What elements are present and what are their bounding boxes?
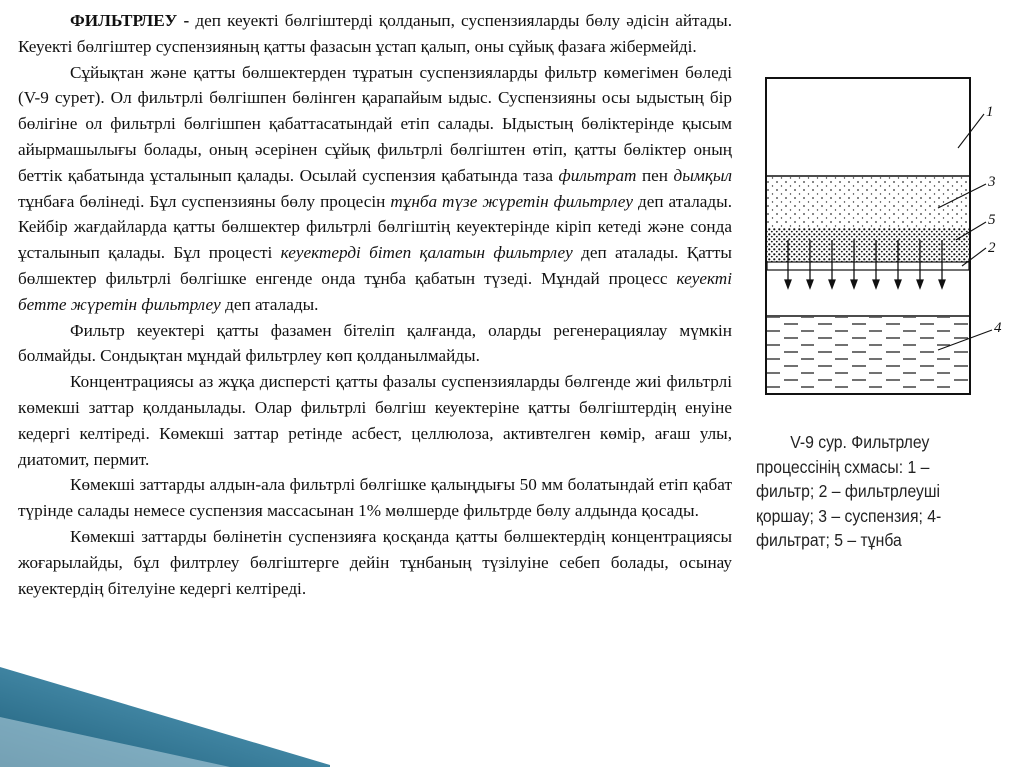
paragraph-process: Сұйықтан және қатты бөлшектерден тұратын суспензияларды фильтр көмегімен бөледі (V-9 сурет). Ол фильтрлі бөлгішпен бөлінген қарапайым ыдыс. Суспензияны осы ыдыстың бір бөлігіне ол фильтрлі бөлгішпен қабаттасатындай етіп салады. Ыдыстың бөліктерінде қысым айырмашылығы болады, оның әсерінен сұйық фильтрлі бөлгіштен өтіп, қатты бөліктер оның беттік қабатында ұсталынып қалады. Осылай суспензия қабатында таза фильтрат пен дымқыл тұнбаға бөлінеді. Бұл суспензияны бөлу процесін тұнба түзе жүретін фильтрлеу деп аталады. Кейбір жағдайларда қатты бөлшектер фильтрлі бөлгіштің кеуектерінде кіріп кетеді және сонда ұсталынып қалады. Бұл процесті кеуектерді бітеп қалатын фильтрлеу деп аталады. Қатты бөлшектер фильтрлі бөлгішке енгенде онда тұнба қабатын түзеді. Мұндай процесс кеуекті бетте жүретін фильтрлеу деп аталады. [18,62,732,314]
filtration-diagram [748,68,1008,408]
filtrate-layer [767,317,969,393]
term-filtrleu: ФИЛЬТРЛЕУ - [70,11,190,30]
figure-caption [756,430,981,553]
cake-layer [767,228,969,262]
paragraph-definition: ФИЛЬТРЛЕУ - деп кеуекті бөлгіштерді қолданып, суспензияларды бөлу әдісін айтады. Кеуекті бөлгіштер суспензияның қатты фазасын ұстап қалып, оны сұйық фазаға жібермейді. [18,11,732,56]
term-dymqyl: дымқыл [673,165,732,185]
label-5: 5 [988,212,996,228]
paragraph-aids: Концентрациясы аз жұқа дисперсті қатты фазалы суспензияларды бөлгенде жиі фильтрлі көмекші заттар қолданылады. Олар фильтрлі бөлгіш кеуектеріне қатты бөлгіштердің енуіне кедергі келтіреді. Көмекші заттар ретінде асбест, целлюлоза, активтелген көмір, ағаш улы, диатомит, пермит. [18,372,732,469]
caption-body: процессінің схмасы: 1 – фильтр; 2 – фильтрлеуші қоршау; 3 – суспензия; 4- фильтрат; 5 – тұнба [756,456,942,551]
label-2: 2 [988,240,996,256]
paragraph-regeneration: Фильтр кеуектері қатты фазамен бітеліп қалғанда, оларды регенерациялау мүмкін болмайды. Сондықтан мұндай фильтрлеу көп қолданылмайды. [18,320,732,366]
paragraph-aids-layer: Көмекші заттарды алдын-ала фильтрлі бөлгішке қалыңдығы 50 мм болатындай етіп қабат түрінде салады немесе суспензия массасынан 1% мөлшерде фильтрде бөлу алдында қосады. [18,475,732,521]
suspension-layer [767,176,969,228]
document-body [18,8,732,601]
term-filtrat: фильтрат [558,165,637,185]
filter-layer [767,262,969,270]
label-1: 1 [986,104,994,120]
paragraph-aids-effect: Көмекші заттарды бөлінетін суспензияға қосқанда қатты бөлшектердің концентрациясы жоғарылайды, бұл филтрлеу бөлгіштерге дейін тұнбаның түзілуіне себеп болады, осынау кеуектердің бітелуіне кедергі келтіреді. [18,526,732,598]
label-3: 3 [988,174,996,190]
label-4: 4 [994,320,1002,336]
term-surface-filtration: кеуекті бетте жүретін фильтрлеу [18,268,732,314]
term-cake-filtration: тұнба түзе жүретін фильтрлеу [390,191,634,211]
caption-title: V-9 сур. Фильтрлеу [790,432,930,452]
corner-decoration [0,637,330,767]
term-pore-blocking: кеуектерді бітеп қалатын фильтрлеу [280,243,573,263]
